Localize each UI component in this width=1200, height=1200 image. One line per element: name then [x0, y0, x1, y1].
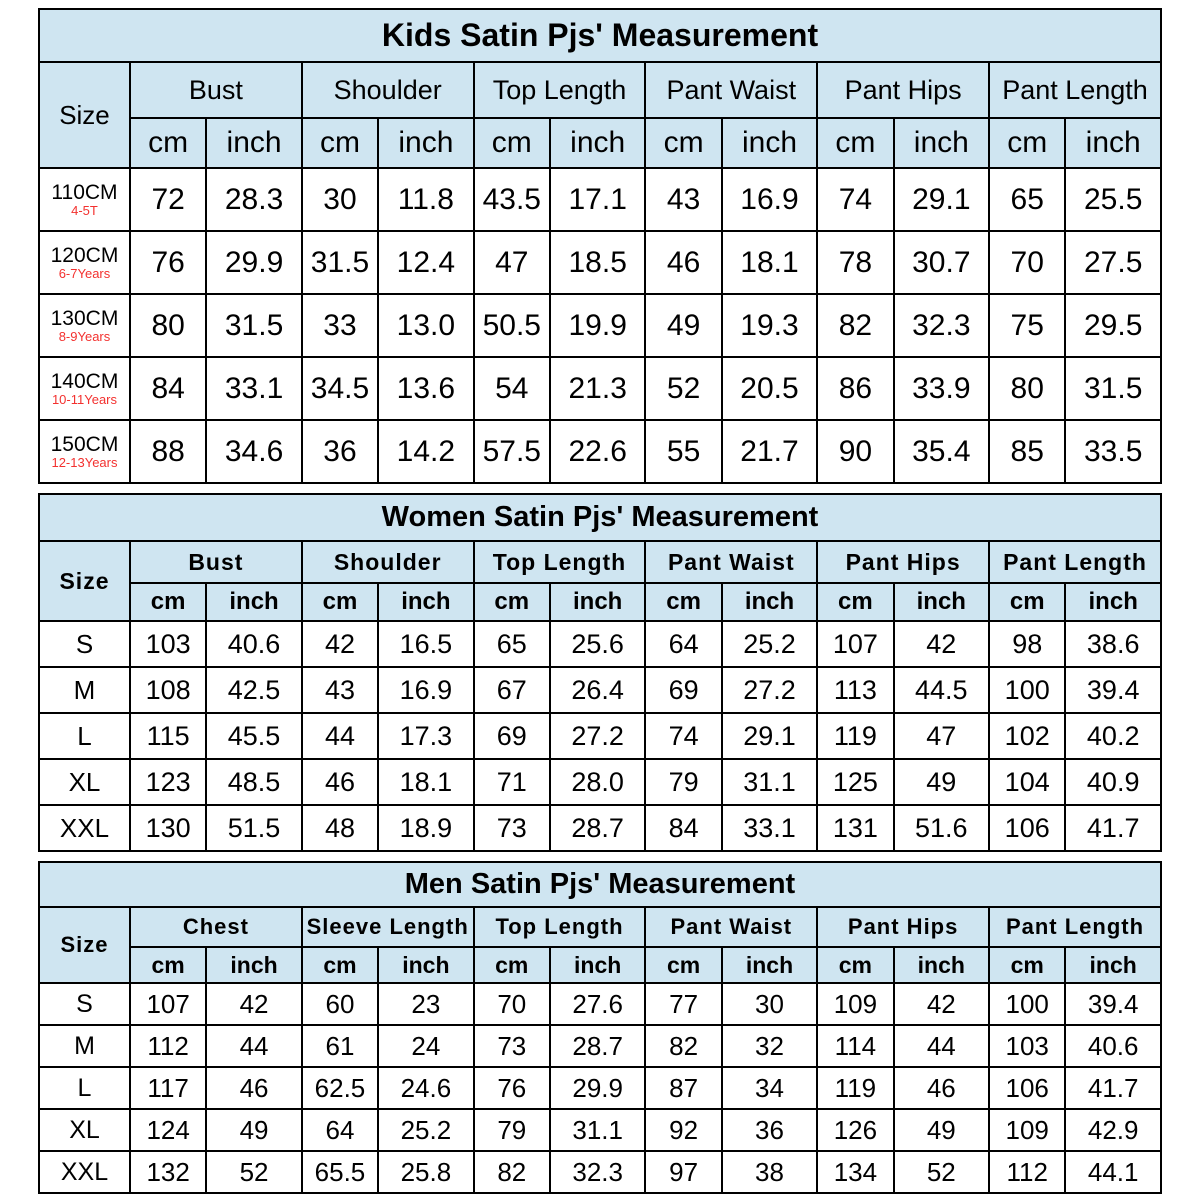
- men-measurement-table: [38, 906, 1162, 1194]
- value-cell: 18.1: [722, 231, 817, 294]
- value-cell: 13.0: [378, 294, 473, 357]
- value-cell: 48: [302, 805, 378, 851]
- value-cell: 51.6: [894, 805, 989, 851]
- size-label: M: [73, 674, 96, 705]
- value-cell: 30: [722, 983, 817, 1025]
- column-group-header: Pant Length: [989, 541, 1161, 583]
- value-cell: 73: [474, 805, 550, 851]
- unit-header: cm: [817, 947, 893, 983]
- value-cell: 134: [817, 1151, 893, 1193]
- unit-header: cm: [474, 583, 550, 621]
- value-cell: 39.4: [1065, 667, 1161, 713]
- value-cell: 24.6: [378, 1067, 473, 1109]
- value-cell: 49: [206, 1109, 301, 1151]
- size-label: XXL: [60, 1157, 109, 1186]
- value-cell: 29.9: [206, 231, 301, 294]
- value-cell: 114: [817, 1025, 893, 1067]
- value-cell: 47: [894, 713, 989, 759]
- value-cell: 70: [989, 231, 1065, 294]
- size-label: 120CM: [50, 244, 119, 268]
- unit-header: cm: [989, 947, 1065, 983]
- value-cell: 41.7: [1065, 805, 1161, 851]
- value-cell: 97: [645, 1151, 721, 1193]
- value-cell: 44.5: [894, 667, 989, 713]
- size-cell: [39, 357, 130, 420]
- women-table-title: Women Satin Pjs' Measurement: [38, 493, 1162, 540]
- table-row: [39, 759, 1161, 805]
- value-cell: 42: [206, 983, 301, 1025]
- size-cell: [39, 1151, 130, 1193]
- table-row: [39, 231, 1161, 294]
- column-group-header: Pant Waist: [645, 541, 817, 583]
- value-cell: 27.2: [722, 667, 817, 713]
- value-cell: 55: [645, 420, 721, 483]
- value-cell: 31.5: [1065, 357, 1161, 420]
- value-cell: 43.5: [474, 168, 550, 231]
- table-row: [39, 1067, 1161, 1109]
- unit-header: inch: [206, 118, 301, 168]
- column-group-header: Chest: [130, 907, 302, 947]
- value-cell: 46: [206, 1067, 301, 1109]
- table-row: [39, 621, 1161, 667]
- value-cell: 78: [817, 231, 893, 294]
- unit-header: cm: [302, 583, 378, 621]
- value-cell: 115: [130, 713, 206, 759]
- column-group-header: Sleeve Length: [302, 907, 474, 947]
- unit-header: cm: [130, 947, 206, 983]
- unit-header: inch: [1065, 583, 1161, 621]
- value-cell: 43: [645, 168, 721, 231]
- value-cell: 52: [206, 1151, 301, 1193]
- value-cell: 61: [302, 1025, 378, 1067]
- size-label: L: [77, 720, 92, 751]
- unit-header: cm: [474, 118, 550, 168]
- size-chart-page: [38, 0, 1162, 1194]
- value-cell: 25.8: [378, 1151, 473, 1193]
- value-cell: 28.7: [550, 805, 645, 851]
- value-cell: 113: [817, 667, 893, 713]
- value-cell: 73: [474, 1025, 550, 1067]
- value-cell: 119: [817, 1067, 893, 1109]
- value-cell: 19.3: [722, 294, 817, 357]
- table-row: [39, 983, 1161, 1025]
- value-cell: 49: [645, 294, 721, 357]
- value-cell: 32.3: [550, 1151, 645, 1193]
- value-cell: 74: [645, 713, 721, 759]
- women-measurement-section: [38, 493, 1162, 852]
- size-label: XL: [69, 1115, 100, 1144]
- value-cell: 38.6: [1065, 621, 1161, 667]
- value-cell: 50.5: [474, 294, 550, 357]
- value-cell: 33.1: [206, 357, 301, 420]
- value-cell: 69: [645, 667, 721, 713]
- value-cell: 70: [474, 983, 550, 1025]
- table-row: [39, 357, 1161, 420]
- size-label: S: [75, 628, 94, 659]
- value-cell: 20.5: [722, 357, 817, 420]
- value-cell: 57.5: [474, 420, 550, 483]
- size-label: 150CM: [50, 433, 119, 457]
- value-cell: 13.6: [378, 357, 473, 420]
- value-cell: 76: [474, 1067, 550, 1109]
- size-label: 130CM: [50, 307, 119, 331]
- column-group-header: Pant Hips: [817, 541, 989, 583]
- value-cell: 44: [302, 713, 378, 759]
- value-cell: 32: [722, 1025, 817, 1067]
- size-cell: [39, 294, 130, 357]
- size-note: 8-9Years: [58, 329, 111, 345]
- value-cell: 62.5: [302, 1067, 378, 1109]
- value-cell: 131: [817, 805, 893, 851]
- unit-header: cm: [989, 583, 1065, 621]
- size-label: M: [74, 1031, 95, 1060]
- unit-header: inch: [722, 118, 817, 168]
- value-cell: 126: [817, 1109, 893, 1151]
- men-measurement-section: [38, 861, 1162, 1194]
- column-group-header: Pant Length: [989, 62, 1161, 118]
- unit-header: inch: [722, 947, 817, 983]
- unit-header: cm: [817, 583, 893, 621]
- size-note: 10-11Years: [51, 392, 118, 408]
- value-cell: 14.2: [378, 420, 473, 483]
- value-cell: 85: [989, 420, 1065, 483]
- value-cell: 82: [474, 1151, 550, 1193]
- size-column-header: Size: [39, 62, 130, 168]
- value-cell: 52: [645, 357, 721, 420]
- size-note: 6-7Years: [58, 266, 111, 282]
- value-cell: 16.5: [378, 621, 473, 667]
- value-cell: 82: [645, 1025, 721, 1067]
- unit-header: inch: [550, 583, 645, 621]
- value-cell: 103: [130, 621, 206, 667]
- value-cell: 32.3: [894, 294, 989, 357]
- unit-header: inch: [1065, 118, 1161, 168]
- value-cell: 64: [645, 621, 721, 667]
- size-label: XXL: [59, 812, 110, 843]
- unit-header: inch: [550, 118, 645, 168]
- value-cell: 112: [130, 1025, 206, 1067]
- value-cell: 64: [302, 1109, 378, 1151]
- unit-header: cm: [645, 947, 721, 983]
- value-cell: 43: [302, 667, 378, 713]
- value-cell: 79: [474, 1109, 550, 1151]
- table-row: [39, 667, 1161, 713]
- value-cell: 42: [894, 621, 989, 667]
- value-cell: 36: [302, 420, 378, 483]
- value-cell: 25.2: [722, 621, 817, 667]
- value-cell: 87: [645, 1067, 721, 1109]
- value-cell: 123: [130, 759, 206, 805]
- value-cell: 34.5: [302, 357, 378, 420]
- size-cell: [39, 1025, 130, 1067]
- value-cell: 17.3: [378, 713, 473, 759]
- value-cell: 49: [894, 759, 989, 805]
- column-group-header: Top Length: [474, 907, 646, 947]
- value-cell: 46: [894, 1067, 989, 1109]
- value-cell: 42.5: [206, 667, 301, 713]
- value-cell: 42.9: [1065, 1109, 1161, 1151]
- value-cell: 36: [722, 1109, 817, 1151]
- value-cell: 25.5: [1065, 168, 1161, 231]
- unit-header: cm: [817, 118, 893, 168]
- unit-header: inch: [894, 947, 989, 983]
- value-cell: 80: [130, 294, 206, 357]
- value-cell: 67: [474, 667, 550, 713]
- value-cell: 29.9: [550, 1067, 645, 1109]
- value-cell: 29.5: [1065, 294, 1161, 357]
- table-row: [39, 294, 1161, 357]
- value-cell: 52: [894, 1151, 989, 1193]
- value-cell: 22.6: [550, 420, 645, 483]
- value-cell: 69: [474, 713, 550, 759]
- value-cell: 39.4: [1065, 983, 1161, 1025]
- value-cell: 117: [130, 1067, 206, 1109]
- value-cell: 112: [989, 1151, 1065, 1193]
- value-cell: 25.6: [550, 621, 645, 667]
- table-row: [39, 420, 1161, 483]
- value-cell: 31.1: [722, 759, 817, 805]
- size-label: 140CM: [50, 370, 119, 394]
- value-cell: 65: [474, 621, 550, 667]
- value-cell: 49: [894, 1109, 989, 1151]
- value-cell: 30: [302, 168, 378, 231]
- size-cell: [39, 1109, 130, 1151]
- value-cell: 132: [130, 1151, 206, 1193]
- value-cell: 48.5: [206, 759, 301, 805]
- value-cell: 109: [989, 1109, 1065, 1151]
- unit-header: inch: [722, 583, 817, 621]
- size-note: 12-13Years: [51, 455, 118, 471]
- value-cell: 54: [474, 357, 550, 420]
- table-row: [39, 713, 1161, 759]
- unit-header: inch: [1065, 947, 1161, 983]
- column-group-header: Pant Length: [989, 907, 1161, 947]
- unit-header: cm: [130, 118, 206, 168]
- table-row: [39, 1025, 1161, 1067]
- size-note: 4-5T: [71, 203, 98, 219]
- value-cell: 106: [989, 805, 1065, 851]
- value-cell: 44: [206, 1025, 301, 1067]
- size-label: S: [76, 989, 93, 1018]
- size-cell: [39, 713, 130, 759]
- table-row: [39, 1151, 1161, 1193]
- value-cell: 27.6: [550, 983, 645, 1025]
- value-cell: 21.7: [722, 420, 817, 483]
- size-cell: [39, 231, 130, 294]
- value-cell: 44: [894, 1025, 989, 1067]
- value-cell: 65.5: [302, 1151, 378, 1193]
- unit-header: cm: [302, 118, 378, 168]
- value-cell: 21.3: [550, 357, 645, 420]
- unit-header: cm: [474, 947, 550, 983]
- value-cell: 98: [989, 621, 1065, 667]
- value-cell: 41.7: [1065, 1067, 1161, 1109]
- unit-header: inch: [550, 947, 645, 983]
- value-cell: 46: [302, 759, 378, 805]
- value-cell: 92: [645, 1109, 721, 1151]
- value-cell: 45.5: [206, 713, 301, 759]
- value-cell: 125: [817, 759, 893, 805]
- column-group-header: Shoulder: [302, 62, 474, 118]
- size-cell: [39, 420, 130, 483]
- value-cell: 40.2: [1065, 713, 1161, 759]
- value-cell: 42: [894, 983, 989, 1025]
- column-group-header: Top Length: [474, 541, 646, 583]
- size-label: 110CM: [51, 181, 118, 205]
- value-cell: 106: [989, 1067, 1065, 1109]
- value-cell: 71: [474, 759, 550, 805]
- value-cell: 79: [645, 759, 721, 805]
- size-column-header: Size: [39, 907, 130, 983]
- value-cell: 30.7: [894, 231, 989, 294]
- value-cell: 38: [722, 1151, 817, 1193]
- value-cell: 33.1: [722, 805, 817, 851]
- value-cell: 107: [130, 983, 206, 1025]
- value-cell: 60: [302, 983, 378, 1025]
- size-label: XL: [68, 766, 101, 797]
- value-cell: 119: [817, 713, 893, 759]
- value-cell: 18.5: [550, 231, 645, 294]
- column-group-header: Pant Hips: [817, 907, 989, 947]
- value-cell: 35.4: [894, 420, 989, 483]
- unit-header: inch: [378, 118, 473, 168]
- unit-header: inch: [378, 583, 473, 621]
- size-column-header: Size: [39, 541, 130, 621]
- value-cell: 16.9: [722, 168, 817, 231]
- value-cell: 18.1: [378, 759, 473, 805]
- value-cell: 46: [645, 231, 721, 294]
- column-group-header: Pant Waist: [645, 62, 817, 118]
- value-cell: 19.9: [550, 294, 645, 357]
- unit-header: inch: [894, 583, 989, 621]
- kids-measurement-section: [38, 8, 1162, 484]
- value-cell: 80: [989, 357, 1065, 420]
- unit-header: cm: [989, 118, 1065, 168]
- value-cell: 124: [130, 1109, 206, 1151]
- value-cell: 107: [817, 621, 893, 667]
- value-cell: 26.4: [550, 667, 645, 713]
- column-group-header: Bust: [130, 541, 302, 583]
- unit-header: cm: [645, 118, 721, 168]
- value-cell: 76: [130, 231, 206, 294]
- value-cell: 108: [130, 667, 206, 713]
- value-cell: 33.5: [1065, 420, 1161, 483]
- unit-header: inch: [894, 118, 989, 168]
- kids-measurement-table: [38, 61, 1162, 484]
- value-cell: 11.8: [378, 168, 473, 231]
- column-group-header: Bust: [130, 62, 302, 118]
- size-label: L: [77, 1073, 92, 1102]
- value-cell: 103: [989, 1025, 1065, 1067]
- value-cell: 28.0: [550, 759, 645, 805]
- column-group-header: Shoulder: [302, 541, 474, 583]
- value-cell: 77: [645, 983, 721, 1025]
- value-cell: 18.9: [378, 805, 473, 851]
- value-cell: 90: [817, 420, 893, 483]
- size-cell: [39, 621, 130, 667]
- unit-header: inch: [206, 947, 301, 983]
- value-cell: 34: [722, 1067, 817, 1109]
- value-cell: 27.2: [550, 713, 645, 759]
- value-cell: 33: [302, 294, 378, 357]
- value-cell: 84: [130, 357, 206, 420]
- value-cell: 29.1: [894, 168, 989, 231]
- value-cell: 47: [474, 231, 550, 294]
- value-cell: 40.6: [206, 621, 301, 667]
- value-cell: 33.9: [894, 357, 989, 420]
- value-cell: 40.6: [1065, 1025, 1161, 1067]
- column-group-header: Pant Waist: [645, 907, 817, 947]
- value-cell: 28.3: [206, 168, 301, 231]
- value-cell: 75: [989, 294, 1065, 357]
- value-cell: 16.9: [378, 667, 473, 713]
- value-cell: 84: [645, 805, 721, 851]
- column-group-header: Pant Hips: [817, 62, 989, 118]
- size-cell: [39, 1067, 130, 1109]
- value-cell: 51.5: [206, 805, 301, 851]
- value-cell: 86: [817, 357, 893, 420]
- value-cell: 23: [378, 983, 473, 1025]
- value-cell: 17.1: [550, 168, 645, 231]
- value-cell: 44.1: [1065, 1151, 1161, 1193]
- unit-header: inch: [206, 583, 301, 621]
- value-cell: 31.5: [302, 231, 378, 294]
- size-cell: [39, 667, 130, 713]
- table-row: [39, 1109, 1161, 1151]
- kids-table-title: Kids Satin Pjs' Measurement: [38, 8, 1162, 61]
- value-cell: 27.5: [1065, 231, 1161, 294]
- value-cell: 34.6: [206, 420, 301, 483]
- value-cell: 31.5: [206, 294, 301, 357]
- value-cell: 25.2: [378, 1109, 473, 1151]
- value-cell: 102: [989, 713, 1065, 759]
- size-cell: [39, 759, 130, 805]
- size-cell: [39, 168, 130, 231]
- women-measurement-table: [38, 540, 1162, 852]
- value-cell: 72: [130, 168, 206, 231]
- unit-header: cm: [130, 583, 206, 621]
- value-cell: 28.7: [550, 1025, 645, 1067]
- table-row: [39, 805, 1161, 851]
- value-cell: 100: [989, 983, 1065, 1025]
- unit-header: cm: [645, 583, 721, 621]
- value-cell: 88: [130, 420, 206, 483]
- value-cell: 40.9: [1065, 759, 1161, 805]
- table-row: [39, 168, 1161, 231]
- value-cell: 82: [817, 294, 893, 357]
- value-cell: 104: [989, 759, 1065, 805]
- size-cell: [39, 983, 130, 1025]
- value-cell: 130: [130, 805, 206, 851]
- value-cell: 42: [302, 621, 378, 667]
- column-group-header: Top Length: [474, 62, 646, 118]
- unit-header: inch: [378, 947, 473, 983]
- unit-header: cm: [302, 947, 378, 983]
- value-cell: 74: [817, 168, 893, 231]
- value-cell: 65: [989, 168, 1065, 231]
- value-cell: 100: [989, 667, 1065, 713]
- value-cell: 12.4: [378, 231, 473, 294]
- men-table-title: Men Satin Pjs' Measurement: [38, 861, 1162, 906]
- value-cell: 31.1: [550, 1109, 645, 1151]
- value-cell: 29.1: [722, 713, 817, 759]
- value-cell: 24: [378, 1025, 473, 1067]
- value-cell: 109: [817, 983, 893, 1025]
- size-cell: [39, 805, 130, 851]
